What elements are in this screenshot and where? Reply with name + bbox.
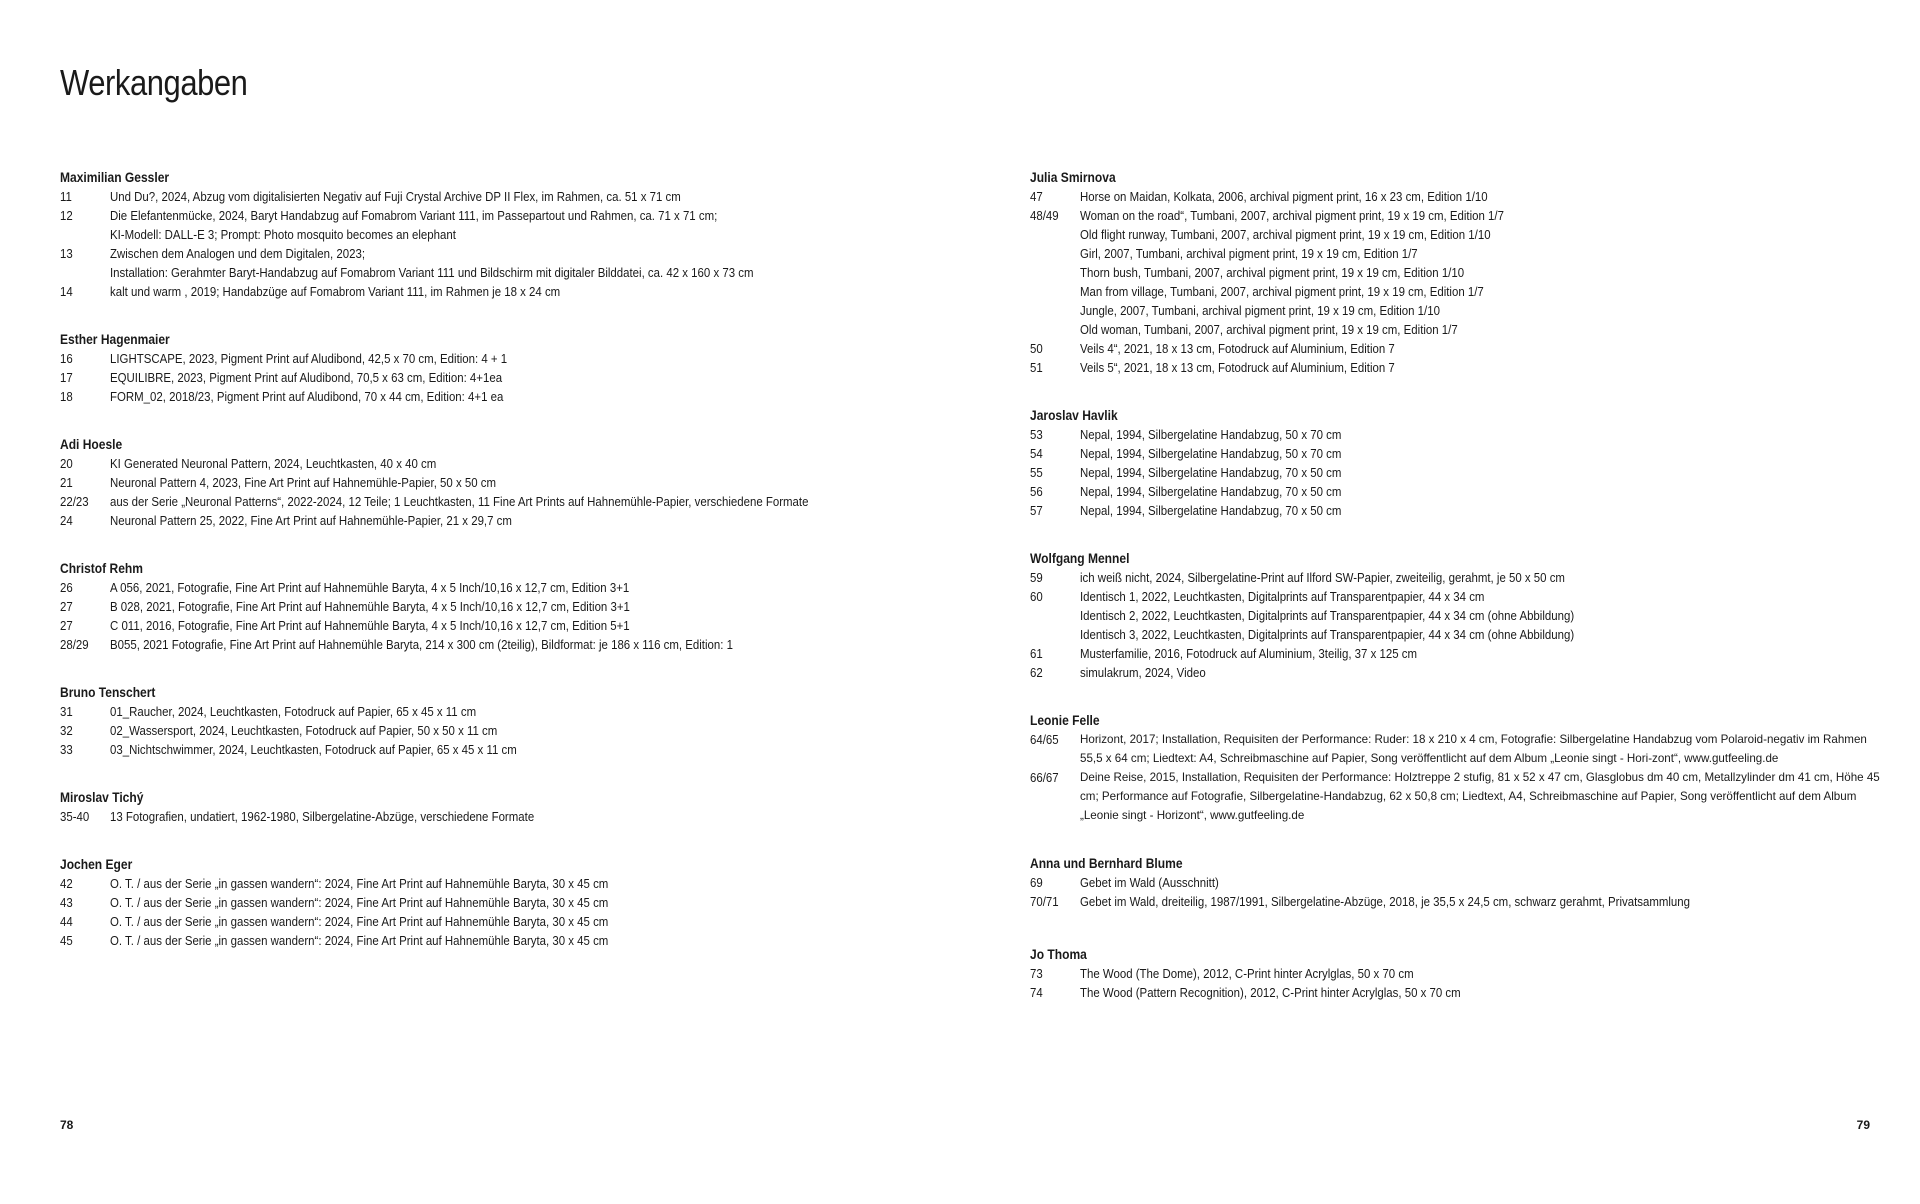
artist-name: Miroslav Tichý — [60, 789, 144, 805]
work-entry — [1030, 320, 1880, 339]
work-number: 43 — [60, 895, 73, 910]
work-number: 14 — [60, 284, 73, 299]
artist-entry — [60, 559, 940, 654]
artist-entry — [60, 683, 940, 759]
work-entry — [60, 282, 940, 301]
work-number: 69 — [1030, 875, 1043, 890]
artist-entry — [1030, 168, 1880, 377]
artist-name: Wolfgang Mennel — [1030, 550, 1130, 566]
artist-entry — [60, 855, 940, 950]
work-entry — [60, 635, 940, 654]
work-number: 17 — [60, 370, 73, 385]
work-number — [60, 225, 104, 244]
work-number — [60, 263, 104, 282]
work-description: A 056, 2021, Fotografie, Fine Art Print auf Hahnemühle Baryta, 4 x 5 Inch/10,16 x 12,7 cm, Edition 3+1 — [110, 580, 630, 595]
work-entry — [1030, 873, 1880, 892]
work-number — [1030, 625, 1074, 644]
work-number: 48/49 — [1030, 208, 1059, 223]
work-entry — [60, 454, 940, 473]
work-number — [1030, 263, 1074, 282]
work-description: KI Generated Neuronal Pattern, 2024, Leuchtkasten, 40 x 40 cm — [110, 456, 437, 471]
work-entry — [1030, 625, 1880, 644]
work-description: O. T. / aus der Serie „in gassen wandern“: 2024, Fine Art Print auf Hahnemühle Baryta, 30 x 45 cm — [110, 914, 609, 929]
work-entry — [60, 349, 940, 368]
work-entry — [1030, 358, 1880, 377]
work-number — [1030, 320, 1074, 339]
page-number-right: 79 — [1856, 1118, 1870, 1132]
work-entry — [1030, 568, 1880, 587]
work-number: 45 — [60, 933, 73, 948]
work-entry — [1030, 206, 1880, 225]
work-number: 59 — [1030, 570, 1043, 585]
work-description: C 011, 2016, Fotografie, Fine Art Print auf Hahnemühle Baryta, 4 x 5 Inch/10,16 x 12,7 cm, Edition 5+1 — [110, 618, 630, 633]
work-entry — [60, 807, 940, 826]
work-description: Girl, 2007, Tumbani, archival pigment print, 19 x 19 cm, Edition 1/7 — [1080, 246, 1418, 261]
work-description: Und Du?, 2024, Abzug vom digitalisierten Negativ auf Fuji Crystal Archive DP II Flex, im Rahmen, ca. 51 x 71 cm — [110, 189, 681, 204]
work-entry — [60, 893, 940, 912]
artist-entry — [1030, 854, 1880, 911]
work-description: Horizont, 2017; Installation, Requisiten der Performance: Ruder: 18 x 210 x 4 cm, Fotografie: Silbergelatine Handabzug vom Polaroid-negativ im Rahmen 55,5 x 64 cm; Liedtext: A4, Schreibmaschine auf Papier, Song veröffentlicht auf dem Album „Leonie singt - Hori-zont“, www.gutfeeling.de — [1080, 733, 1867, 765]
work-number: 32 — [60, 723, 73, 738]
work-entry — [60, 511, 940, 530]
work-number: 31 — [60, 704, 73, 719]
work-number: 50 — [1030, 341, 1043, 356]
work-description: Nepal, 1994, Silbergelatine Handabzug, 50 x 70 cm — [1080, 427, 1342, 442]
work-entry — [60, 931, 940, 950]
work-description: 02_Wassersport, 2024, Leuchtkasten, Fotodruck auf Papier, 50 x 50 x 11 cm — [110, 723, 498, 738]
work-description: Woman on the road“, Tumbani, 2007, archival pigment print, 19 x 19 cm, Edition 1/7 — [1080, 208, 1504, 223]
work-description: Neuronal Pattern 25, 2022, Fine Art Print auf Hahnemühle-Papier, 21 x 29,7 cm — [110, 513, 512, 528]
work-entry — [1030, 892, 1880, 911]
work-entry — [1030, 983, 1880, 1002]
work-entry — [60, 492, 940, 511]
work-description: Nepal, 1994, Silbergelatine Handabzug, 70 x 50 cm — [1080, 484, 1342, 499]
work-description: Veils 5“, 2021, 18 x 13 cm, Fotodruck auf Aluminium, Edition 7 — [1080, 360, 1395, 375]
artist-entry — [1030, 406, 1880, 520]
work-number: 53 — [1030, 427, 1043, 442]
work-number: 42 — [60, 876, 73, 891]
work-entry — [1030, 587, 1880, 606]
work-description: O. T. / aus der Serie „in gassen wandern“: 2024, Fine Art Print auf Hahnemühle Baryta, 30 x 45 cm — [110, 933, 609, 948]
work-number: 64/65 — [1030, 732, 1059, 747]
work-entry — [60, 473, 940, 492]
work-number: 70/71 — [1030, 894, 1059, 909]
artist-name: Bruno Tenschert — [60, 684, 156, 700]
work-number: 28/29 — [60, 637, 89, 652]
right-page — [960, 0, 1920, 1204]
work-entry — [60, 912, 940, 931]
work-entry — [60, 721, 940, 740]
page-title: Werkangaben — [60, 62, 248, 103]
work-description: Identisch 1, 2022, Leuchtkasten, Digitalprints auf Transparentpapier, 44 x 34 cm — [1080, 589, 1485, 604]
work-description: Veils 4“, 2021, 18 x 13 cm, Fotodruck auf Aluminium, Edition 7 — [1080, 341, 1395, 356]
work-description: Nepal, 1994, Silbergelatine Handabzug, 70 x 50 cm — [1080, 465, 1342, 480]
work-entry — [1030, 663, 1880, 682]
work-number: 11 — [60, 189, 72, 204]
work-entry — [60, 387, 940, 406]
artist-name: Adi Hoesle — [60, 436, 123, 452]
work-description: B055, 2021 Fotografie, Fine Art Print auf Hahnemühle Baryta, 214 x 300 cm (2teilig), Bildformat: je 186 x 116 cm, Edition: 1 — [110, 637, 733, 652]
work-description: simulakrum, 2024, Video — [1080, 665, 1206, 680]
work-description: EQUILIBRE, 2023, Pigment Print auf Aludibond, 70,5 x 63 cm, Edition: 4+1ea — [110, 370, 503, 385]
artist-name: Anna und Bernhard Blume — [1030, 855, 1183, 871]
work-entry — [60, 597, 940, 616]
work-description: 13 Fotografien, undatiert, 1962-1980, Silbergelatine-Abzüge, verschiedene Formate — [110, 809, 535, 824]
work-number: 56 — [1030, 484, 1043, 499]
artist-entry — [1030, 945, 1880, 1002]
work-description: The Wood (Pattern Recognition), 2012, C-Print hinter Acrylglas, 50 x 70 cm — [1080, 985, 1461, 1000]
work-description: Man from village, Tumbani, 2007, archival pigment print, 19 x 19 cm, Edition 1/7 — [1080, 284, 1484, 299]
work-description: Jungle, 2007, Tumbani, archival pigment print, 19 x 19 cm, Edition 1/10 — [1080, 303, 1440, 318]
work-entry — [60, 368, 940, 387]
work-entry — [1030, 444, 1880, 463]
work-entry — [1030, 606, 1880, 625]
work-number: 73 — [1030, 966, 1043, 981]
work-description: Horse on Maidan, Kolkata, 2006, archival pigment print, 16 x 23 cm, Edition 1/10 — [1080, 189, 1488, 204]
work-number: 51 — [1030, 360, 1043, 375]
work-number — [1030, 244, 1074, 263]
work-description: kalt und warm , 2019; Handabzüge auf Fomabrom Variant 111, im Rahmen je 18 x 24 cm — [110, 284, 561, 299]
work-description: Deine Reise, 2015, Installation, Requisiten der Performance: Holztreppe 2 stufig, 81 x 52 x 47 cm, Glasglobus dm 40 cm, Metallzylinder dm 41 cm, Höhe 45 cm; Performance auf Fotografie, Silbergelatine-Handabzug, 62 x 50,8 cm; Liedtext, A4, Schreibmaschine auf Papier, Song veröffentlicht auf dem Album „Leonie singt - Horizont“, www.gutfeeling.de — [1080, 771, 1880, 822]
work-description: 01_Raucher, 2024, Leuchtkasten, Fotodruck auf Papier, 65 x 45 x 11 cm — [110, 704, 477, 719]
page-number-left: 78 — [60, 1118, 74, 1132]
work-entry — [1030, 730, 1880, 768]
work-description: B 028, 2021, Fotografie, Fine Art Print auf Hahnemühle Baryta, 4 x 5 Inch/10,16 x 12,7 cm, Edition 3+1 — [110, 599, 630, 614]
work-entry — [60, 616, 940, 635]
work-description: Die Elefantenmücke, 2024, Baryt Handabzug auf Fomabrom Variant 111, im Passepartout und Rahmen, ca. 71 x 71 cm; — [110, 208, 718, 223]
work-description: KI-Modell: DALL-E 3; Prompt: Photo mosquito becomes an elephant — [110, 227, 456, 242]
work-number: 18 — [60, 389, 73, 404]
work-entry — [1030, 501, 1880, 520]
work-description: aus der Serie „Neuronal Patterns“, 2022-2024, 12 Teile; 1 Leuchtkasten, 11 Fine Art Prints auf Hahnemühle-Papier, verschiedene Formate — [110, 494, 809, 509]
work-number: 12 — [60, 208, 73, 223]
work-description: Nepal, 1994, Silbergelatine Handabzug, 70 x 50 cm — [1080, 503, 1342, 518]
work-entry — [60, 740, 940, 759]
work-number: 27 — [60, 599, 73, 614]
work-number — [1030, 282, 1074, 301]
work-entry — [1030, 339, 1880, 358]
work-number: 35-40 — [60, 809, 90, 824]
work-description: O. T. / aus der Serie „in gassen wandern“: 2024, Fine Art Print auf Hahnemühle Baryta, 30 x 45 cm — [110, 895, 609, 910]
work-description: FORM_02, 2018/23, Pigment Print auf Aludibond, 70 x 44 cm, Edition: 4+1 ea — [110, 389, 504, 404]
work-number — [1030, 301, 1074, 320]
artist-name: Jo Thoma — [1030, 946, 1087, 962]
work-description: Old flight runway, Tumbani, 2007, archival pigment print, 19 x 19 cm, Edition 1/10 — [1080, 227, 1491, 242]
work-description: LIGHTSCAPE, 2023, Pigment Print auf Aludibond, 42,5 x 70 cm, Edition: 4 + 1 — [110, 351, 508, 366]
work-description: Identisch 2, 2022, Leuchtkasten, Digitalprints auf Transparentpapier, 44 x 34 cm (ohne Abbildung) — [1080, 608, 1575, 623]
work-number: 60 — [1030, 589, 1043, 604]
work-entry — [60, 702, 940, 721]
work-description: Gebet im Wald, dreiteilig, 1987/1991, Silbergelatine-Abzüge, 2018, je 35,5 x 24,5 cm, schwarz gerahmt, Privatsammlung — [1080, 894, 1691, 909]
work-number: 27 — [60, 618, 73, 633]
work-entry — [60, 874, 940, 893]
work-entry — [1030, 263, 1880, 282]
left-artist-list — [60, 168, 940, 979]
work-number: 61 — [1030, 646, 1043, 661]
work-description: Musterfamilie, 2016, Fotodruck auf Aluminium, 3teilig, 37 x 125 cm — [1080, 646, 1418, 661]
work-entry — [1030, 301, 1880, 320]
work-description: 03_Nichtschwimmer, 2024, Leuchtkasten, Fotodruck auf Papier, 65 x 45 x 11 cm — [110, 742, 517, 757]
artist-entry — [60, 168, 940, 301]
artist-name: Julia Smirnova — [1030, 169, 1116, 185]
work-description: ich weiß nicht, 2024, Silbergelatine-Print auf Ilford SW-Papier, zweiteilig, gerahmt, je 50 x 50 cm — [1080, 570, 1565, 585]
work-entry — [60, 244, 940, 263]
work-entry — [60, 225, 940, 244]
artist-name: Leonie Felle — [1030, 712, 1100, 728]
artist-entry — [60, 435, 940, 530]
artist-entry — [60, 330, 940, 406]
work-number: 33 — [60, 742, 73, 757]
work-number: 44 — [60, 914, 73, 929]
work-number: 54 — [1030, 446, 1043, 461]
work-number: 74 — [1030, 985, 1043, 1000]
artist-name: Jochen Eger — [60, 856, 133, 872]
work-entry — [1030, 482, 1880, 501]
work-entry — [60, 187, 940, 206]
work-entry — [1030, 964, 1880, 983]
work-number — [1030, 225, 1074, 244]
work-number: 21 — [60, 475, 73, 490]
work-description: Identisch 3, 2022, Leuchtkasten, Digitalprints auf Transparentpapier, 44 x 34 cm (ohne Abbildung) — [1080, 627, 1575, 642]
work-description: Zwischen dem Analogen und dem Digitalen, 2023; — [110, 246, 366, 261]
work-description: Neuronal Pattern 4, 2023, Fine Art Print auf Hahnemühle-Papier, 50 x 50 cm — [110, 475, 497, 490]
work-entry — [1030, 225, 1880, 244]
work-entry — [1030, 244, 1880, 263]
artist-name: Jaroslav Havlik — [1030, 407, 1118, 423]
artist-name: Christof Rehm — [60, 560, 143, 576]
right-artist-list — [1030, 168, 1880, 1031]
work-number: 26 — [60, 580, 73, 595]
work-number — [1030, 606, 1074, 625]
work-number: 24 — [60, 513, 73, 528]
artist-name: Maximilian Gessler — [60, 169, 170, 185]
work-number: 16 — [60, 351, 73, 366]
work-description: Installation: Gerahmter Baryt-Handabzug auf Fomabrom Variant 111 und Bildschirm mit digitaler Bilddatei, ca. 42 x 160 x 73 cm — [110, 265, 754, 280]
work-number: 66/67 — [1030, 770, 1059, 785]
work-number: 22/23 — [60, 494, 89, 509]
work-description: Nepal, 1994, Silbergelatine Handabzug, 50 x 70 cm — [1080, 446, 1342, 461]
artist-entry — [1030, 549, 1880, 682]
work-description: Old woman, Tumbani, 2007, archival pigment print, 19 x 19 cm, Edition 1/7 — [1080, 322, 1458, 337]
work-entry — [60, 263, 940, 282]
artist-entry — [60, 788, 940, 826]
work-entry — [1030, 768, 1880, 825]
work-number: 62 — [1030, 665, 1043, 680]
work-number: 47 — [1030, 189, 1043, 204]
work-entry — [1030, 463, 1880, 482]
work-description: Thorn bush, Tumbani, 2007, archival pigment print, 19 x 19 cm, Edition 1/10 — [1080, 265, 1465, 280]
work-number: 57 — [1030, 503, 1043, 518]
artist-entry — [1030, 711, 1880, 825]
work-description: O. T. / aus der Serie „in gassen wandern“: 2024, Fine Art Print auf Hahnemühle Baryta, 30 x 45 cm — [110, 876, 609, 891]
work-entry — [1030, 425, 1880, 444]
work-number: 55 — [1030, 465, 1043, 480]
work-description: Gebet im Wald (Ausschnitt) — [1080, 875, 1219, 890]
work-description: The Wood (The Dome), 2012, C-Print hinter Acrylglas, 50 x 70 cm — [1080, 966, 1414, 981]
work-number: 20 — [60, 456, 73, 471]
work-number: 13 — [60, 246, 73, 261]
work-entry — [1030, 187, 1880, 206]
work-entry — [60, 578, 940, 597]
work-entry — [1030, 282, 1880, 301]
work-entry — [1030, 644, 1880, 663]
artist-name: Esther Hagenmaier — [60, 331, 170, 347]
work-entry — [60, 206, 940, 225]
